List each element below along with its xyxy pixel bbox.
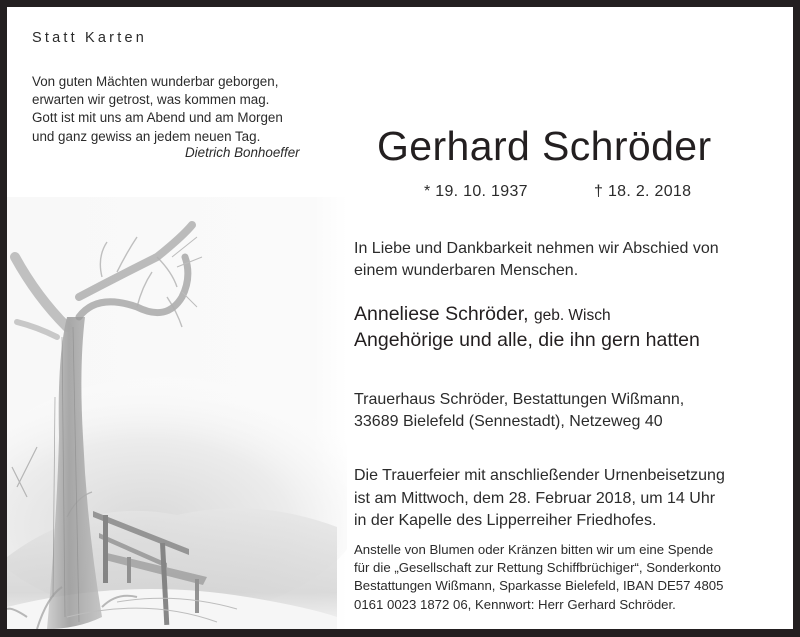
farewell-text xyxy=(354,238,719,283)
farewell-line: In Liebe und Dankbarkeit nehmen wir Abschied von xyxy=(354,240,719,257)
service-line: ist am Mittwoch, dem 28. Februar 2018, um 14 Uhr xyxy=(354,489,716,507)
birth-date: * 19. 10. 1937 xyxy=(424,183,528,200)
donation-line: 0161 0023 1872 06, Kennwort: Herr Gerhard Schröder. xyxy=(354,596,676,612)
poem-line: Gott ist mit uns am Abend und am Morgen xyxy=(32,110,283,126)
donation-line: für die „Gesellschaft zur Rettung Schiffbrüchiger“, Sonderkonto xyxy=(354,560,721,576)
poem-line: erwarten wir getrost, was kommen mag. xyxy=(32,92,270,108)
statt-karten-heading: Statt Karten xyxy=(32,30,147,46)
obituary-card xyxy=(7,7,793,629)
service-line: in der Kapelle des Lipperreiher Friedhofes. xyxy=(354,512,657,530)
death-date: † 18. 2. 2018 xyxy=(594,183,692,200)
tree-bench-illustration xyxy=(7,197,347,629)
donation-line: Bestattungen Wißmann, Sparkasse Bielefeld, IBAN DE57 4805 xyxy=(354,578,724,594)
farewell-line: einem wunderbaren Menschen. xyxy=(354,262,579,280)
poem-line: Von guten Mächten wunderbar geborgen, xyxy=(32,74,279,89)
undertaker-address xyxy=(354,389,684,434)
deceased-name: Gerhard Schröder xyxy=(377,123,712,169)
funeral-service-info xyxy=(354,465,725,533)
poem-line: und ganz gewiss an jedem neuen Tag. xyxy=(32,128,261,144)
undertaker-line: 33689 Bielefeld (Sennestadt), Netzeweg 40 xyxy=(354,413,663,431)
other-mourners: Angehörige und alle, die ihn gern hatten xyxy=(354,329,700,351)
donation-request xyxy=(354,541,723,614)
poem-author: Dietrich Bonhoeffer xyxy=(185,145,300,160)
primary-mourner xyxy=(354,303,611,326)
service-line: Die Trauerfeier mit anschließender Urnenbeisetzung xyxy=(354,467,725,484)
primary-mourner-maiden-name: geb. Wisch xyxy=(533,307,611,324)
bonhoeffer-poem xyxy=(32,73,283,146)
undertaker-line: Trauerhaus Schröder, Bestattungen Wißmann, xyxy=(354,391,685,408)
primary-mourner-name: Anneliese Schröder, xyxy=(354,303,529,325)
donation-line: Anstelle von Blumen oder Kränzen bitten wir um eine Spende xyxy=(354,542,714,557)
